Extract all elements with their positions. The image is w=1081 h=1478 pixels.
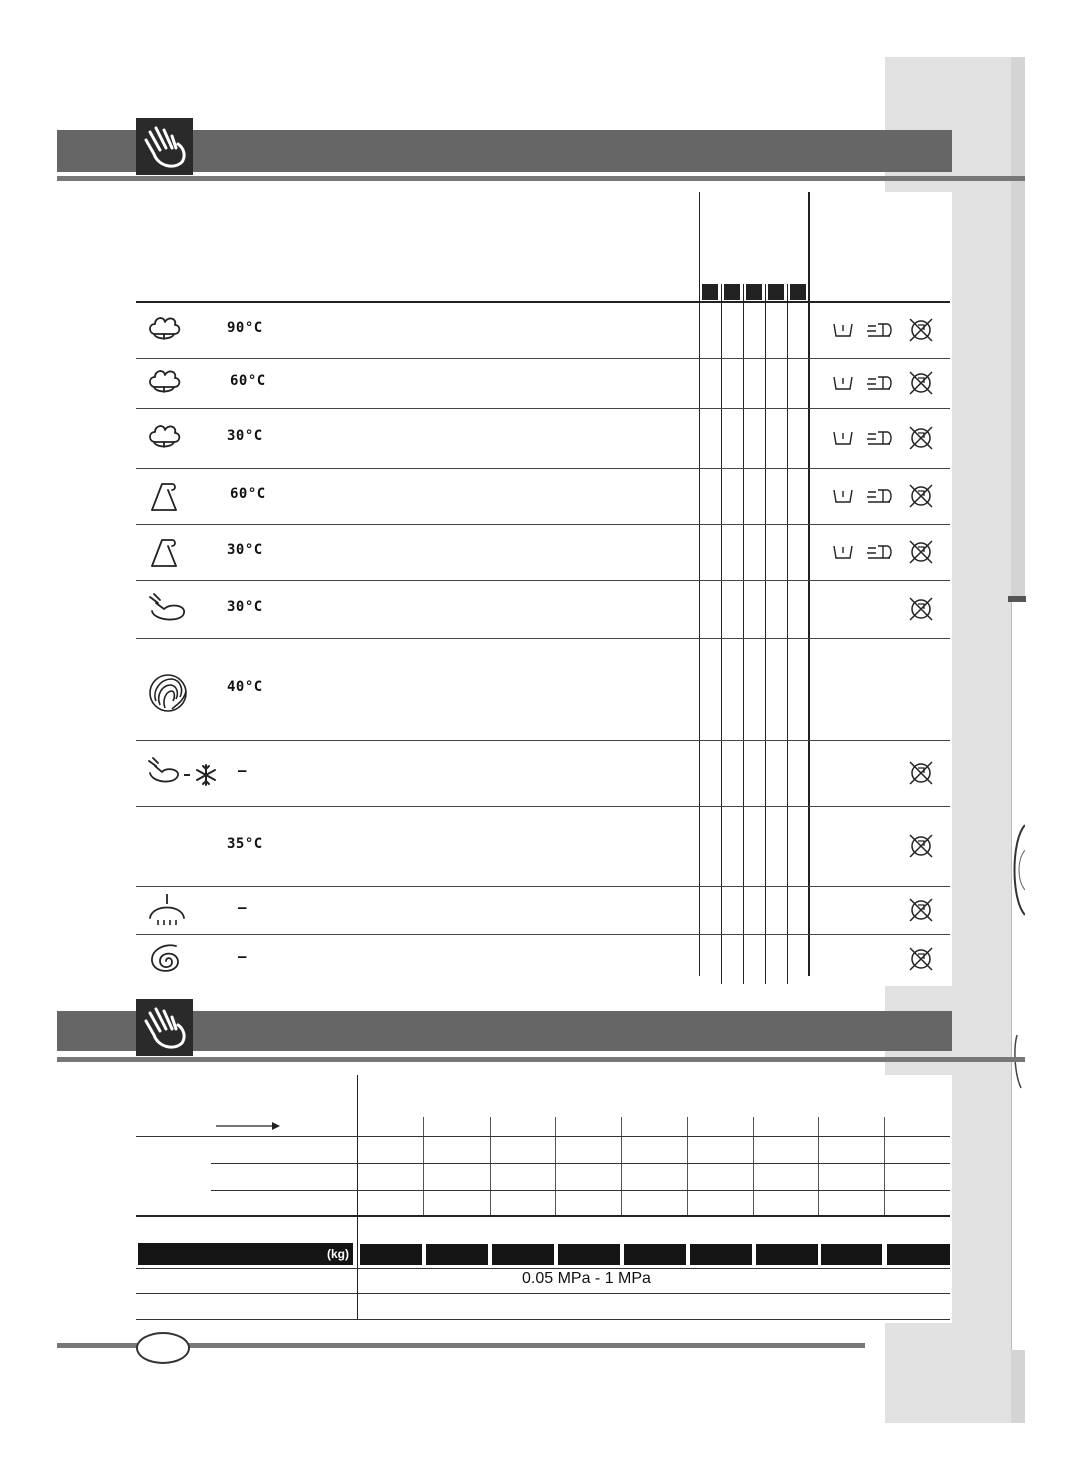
no-tumble-dry-icon bbox=[907, 482, 935, 514]
arrow-right-icon bbox=[216, 1120, 282, 1132]
header-rule bbox=[57, 1057, 1025, 1062]
header-square bbox=[702, 284, 718, 300]
col-line bbox=[808, 192, 810, 976]
program-temperature: 35°C bbox=[227, 836, 263, 852]
col-line bbox=[787, 284, 788, 984]
no-tumble-dry-icon bbox=[907, 896, 935, 928]
rinse-icon bbox=[146, 892, 188, 932]
synthetic-icon bbox=[146, 478, 182, 518]
hand-icon bbox=[136, 118, 193, 175]
spec-unit-cell bbox=[558, 1244, 620, 1265]
spec-row-line bbox=[136, 1268, 950, 1269]
program-temperature: 30°C bbox=[227, 542, 263, 558]
program-temperature: 90°C bbox=[227, 320, 263, 336]
col-line bbox=[721, 284, 722, 984]
pressure-value: 0.05 MPa - 1 MPa bbox=[522, 1270, 651, 1287]
program-temperature: – bbox=[238, 900, 247, 916]
no-tumble-dry-icon bbox=[907, 595, 935, 627]
no-tumble-dry-icon bbox=[907, 424, 935, 456]
col-line bbox=[699, 192, 700, 976]
spec-col-line bbox=[490, 1117, 491, 1215]
spec-col-divider bbox=[357, 1075, 358, 1320]
no-tumble-dry-icon bbox=[907, 538, 935, 570]
row-divider bbox=[136, 934, 950, 935]
no-tumble-dry-icon bbox=[907, 945, 935, 977]
spec-row-line bbox=[211, 1190, 950, 1191]
handwash-icon bbox=[146, 591, 188, 629]
row-divider bbox=[136, 408, 950, 409]
header-square bbox=[746, 284, 762, 300]
row-divider bbox=[136, 638, 950, 639]
row-divider bbox=[136, 886, 950, 887]
spec-col-line bbox=[687, 1117, 688, 1215]
cotton-icon bbox=[146, 420, 182, 456]
row-divider bbox=[136, 358, 950, 359]
wash-care-icons bbox=[832, 538, 904, 570]
spec-col-line bbox=[621, 1117, 622, 1215]
unit-label: (kg) bbox=[327, 1247, 349, 1261]
spec-col-line bbox=[753, 1117, 754, 1215]
program-temperature: – bbox=[238, 763, 247, 779]
cotton-icon bbox=[146, 365, 182, 401]
spec-col-line bbox=[555, 1117, 556, 1215]
side-machine-drawing bbox=[1011, 820, 1025, 920]
spec-unit-cell bbox=[426, 1244, 488, 1265]
row-divider bbox=[136, 468, 950, 469]
cotton-icon bbox=[146, 312, 182, 348]
spec-unit-header bbox=[138, 1243, 353, 1265]
synthetic-icon bbox=[146, 534, 182, 574]
hand-icon-box bbox=[136, 118, 193, 175]
spec-row-line bbox=[136, 1136, 950, 1137]
spin-icon bbox=[146, 941, 186, 983]
header-square bbox=[768, 284, 784, 300]
spec-col-line bbox=[884, 1117, 885, 1215]
row-divider bbox=[136, 580, 950, 581]
spec-unit-cell bbox=[690, 1244, 752, 1265]
spec-unit-cell bbox=[624, 1244, 686, 1265]
wash-care-icons bbox=[832, 316, 904, 348]
program-temperature: 30°C bbox=[227, 599, 263, 615]
page-number-oval bbox=[136, 1332, 190, 1364]
header-square bbox=[724, 284, 740, 300]
no-tumble-dry-icon bbox=[907, 316, 935, 348]
spec-row-line bbox=[211, 1163, 950, 1164]
spec-col-line bbox=[423, 1117, 424, 1215]
side-strip-inner bbox=[1011, 600, 1026, 1350]
table-header-line bbox=[136, 301, 950, 303]
row-divider bbox=[136, 740, 950, 741]
col-line bbox=[765, 284, 766, 984]
header-rule bbox=[57, 176, 1025, 181]
hand-icon-box bbox=[136, 999, 193, 1056]
wash-care-icons bbox=[832, 369, 904, 401]
handwash-cold-icon bbox=[146, 755, 222, 793]
program-temperature: 40°C bbox=[227, 679, 263, 695]
no-tumble-dry-icon bbox=[907, 759, 935, 791]
wash-care-icons bbox=[832, 424, 904, 456]
spec-bg-extension bbox=[885, 1075, 952, 1323]
program-temperature: – bbox=[238, 949, 247, 965]
side-tab-marker bbox=[1008, 596, 1026, 602]
col-line bbox=[743, 284, 744, 984]
no-tumble-dry-icon bbox=[907, 369, 935, 401]
spec-unit-cell bbox=[887, 1244, 950, 1265]
hand-icon bbox=[136, 999, 193, 1056]
no-tumble-dry-icon bbox=[907, 832, 935, 864]
header-square bbox=[790, 284, 806, 300]
spec-row-line bbox=[136, 1293, 950, 1294]
spec-row-line bbox=[136, 1319, 950, 1320]
wash-care-icons bbox=[832, 482, 904, 514]
wool-icon bbox=[146, 671, 190, 719]
row-divider bbox=[136, 806, 950, 807]
program-temperature: 60°C bbox=[230, 486, 266, 502]
program-temperature: 60°C bbox=[230, 373, 266, 389]
spec-unit-cell bbox=[821, 1244, 882, 1265]
spec-unit-cell bbox=[360, 1244, 422, 1265]
program-temperature: 30°C bbox=[227, 428, 263, 444]
spec-col-line bbox=[818, 1117, 819, 1215]
spec-unit-cell bbox=[492, 1244, 554, 1265]
row-divider bbox=[136, 524, 950, 525]
table-bg-extension bbox=[885, 192, 952, 986]
spec-unit-cell bbox=[756, 1244, 818, 1265]
spec-row-line bbox=[136, 1215, 950, 1217]
